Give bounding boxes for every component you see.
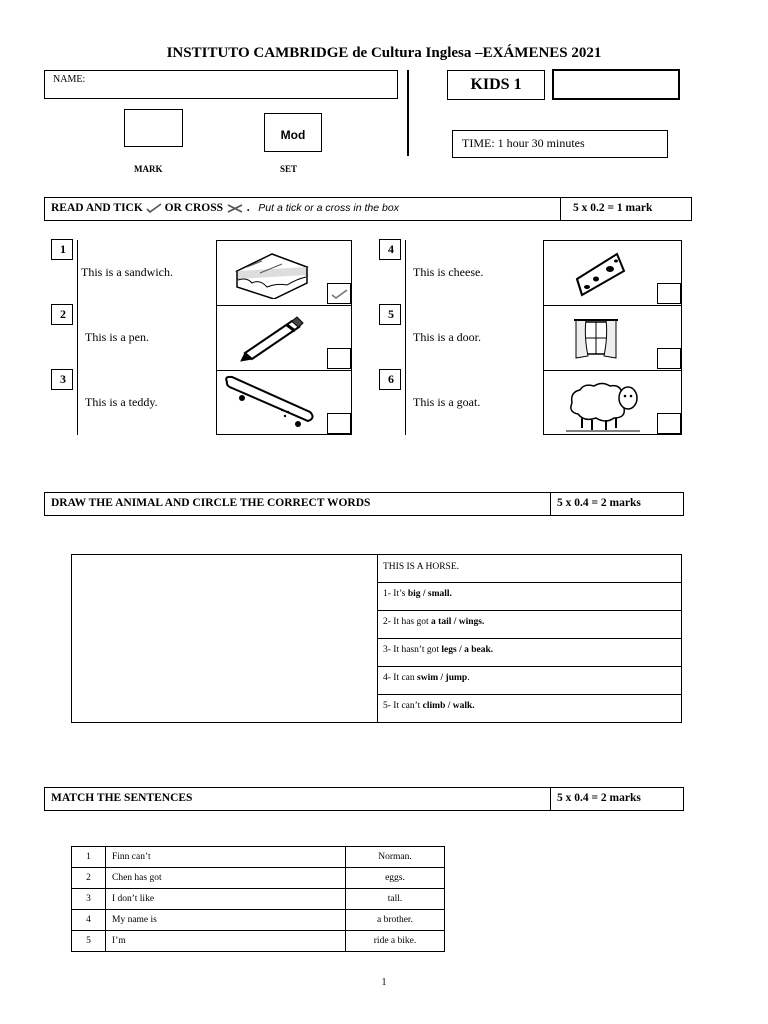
item-sentence: This is cheese. <box>413 265 484 279</box>
mark-box[interactable] <box>124 109 183 147</box>
cheese-picture <box>572 249 627 299</box>
row-text: 2- It has got <box>383 617 432 627</box>
draw-animal-table <box>71 554 682 723</box>
section1-title <box>51 202 399 214</box>
picture-divider <box>217 370 351 371</box>
section2-score: 5 x 0.4 = 2 marks <box>557 497 641 509</box>
sheep-picture <box>562 378 642 433</box>
drawing-area[interactable] <box>72 555 377 722</box>
row-number: 1 <box>72 847 106 868</box>
table-row <box>72 889 445 910</box>
left-column-rule <box>77 240 78 435</box>
circle-words-row[interactable] <box>377 582 681 610</box>
sentence-end[interactable]: ride a bike. <box>346 931 445 952</box>
right-column-rule <box>405 240 406 435</box>
row-end: . <box>467 673 470 683</box>
right-picture-column <box>543 240 682 435</box>
answer-box[interactable] <box>327 348 351 369</box>
row-number: 2 <box>72 868 106 889</box>
sentence-start[interactable]: Finn can’t <box>106 847 346 868</box>
section1-title-part-a: READ AND TICK <box>51 202 143 214</box>
item-sentence: This is a pen. <box>85 330 149 344</box>
answer-box[interactable] <box>327 283 351 304</box>
word-choices[interactable]: swim / jump <box>417 673 468 683</box>
tick-icon <box>146 203 162 213</box>
answer-box[interactable] <box>657 413 681 434</box>
table-row <box>72 868 445 889</box>
skateboard-picture <box>222 374 317 429</box>
sentence-end[interactable]: eggs. <box>346 868 445 889</box>
left-picture-column <box>216 240 352 435</box>
item-number: 4 <box>379 239 401 260</box>
cross-icon <box>226 203 244 213</box>
item-sentence: This is a teddy. <box>85 395 158 409</box>
item-sentence: This is a sandwich. <box>81 265 173 279</box>
table-row <box>72 847 445 868</box>
word-choices[interactable]: a tail / wings. <box>431 617 485 627</box>
answer-box[interactable] <box>327 413 351 434</box>
circle-words-row[interactable] <box>377 666 681 694</box>
draw-table-heading: THIS IS A HORSE. <box>383 562 460 572</box>
sentence-start[interactable]: My name is <box>106 910 346 931</box>
item-number: 1 <box>51 239 73 260</box>
sentence-start[interactable]: I don’t like <box>106 889 346 910</box>
set-text: Mod <box>280 128 306 142</box>
page-number: 1 <box>381 977 387 988</box>
section1-title-part-c: . <box>246 202 250 214</box>
name-field[interactable] <box>44 70 398 99</box>
section3-header-divider <box>550 788 551 810</box>
sentence-end[interactable]: a brother. <box>346 910 445 931</box>
section1-header-divider <box>560 198 561 220</box>
header-divider <box>407 70 409 156</box>
word-choices[interactable]: legs / a beak. <box>441 645 494 655</box>
item-number: 3 <box>51 369 73 390</box>
item-number: 2 <box>51 304 73 325</box>
picture-divider <box>544 305 681 306</box>
tick-icon <box>328 284 350 302</box>
name-label: NAME: <box>53 74 86 85</box>
item-sentence: This is a door. <box>413 330 481 344</box>
item-number: 5 <box>379 304 401 325</box>
sentence-end[interactable]: tall. <box>346 889 445 910</box>
exam-title: INSTITUTO CAMBRIDGE de Cultura Inglesa –EXÁMENES 2021 <box>166 45 602 61</box>
sentence-end[interactable]: Norman. <box>346 847 445 868</box>
row-text: 4- It can <box>383 673 418 683</box>
row-number: 3 <box>72 889 106 910</box>
word-choices[interactable]: climb / walk. <box>422 701 475 711</box>
row-text: 1- It’s <box>383 589 408 599</box>
picture-divider <box>544 370 681 371</box>
match-table <box>71 846 445 952</box>
set-label: SET <box>280 164 298 174</box>
circle-words-row[interactable] <box>377 638 681 666</box>
item-sentence: This is a goat. <box>413 395 481 409</box>
answer-box[interactable] <box>657 283 681 304</box>
section3-header <box>44 787 684 811</box>
row-number: 4 <box>72 910 106 931</box>
row-text: 3- It hasn’t got <box>383 645 442 655</box>
section3-title: MATCH THE SENTENCES <box>51 792 193 804</box>
answer-box[interactable] <box>657 348 681 369</box>
picture-divider <box>217 305 351 306</box>
row-number: 5 <box>72 931 106 952</box>
section2-header <box>44 492 684 516</box>
set-box <box>264 113 322 152</box>
word-choices[interactable]: big / small. <box>407 589 452 599</box>
sandwich-picture <box>232 249 312 299</box>
level-badge: KIDS 1 <box>447 70 545 100</box>
mark-label: MARK <box>134 164 163 174</box>
sentence-start[interactable]: Chen has got <box>106 868 346 889</box>
section1-header <box>44 197 692 221</box>
row-text: 5- It can’t <box>383 701 423 711</box>
time-box: TIME: 1 hour 30 minutes <box>452 130 668 158</box>
section2-header-divider <box>550 493 551 515</box>
section1-score: 5 x 0.2 = 1 mark <box>573 202 653 214</box>
blank-score-box[interactable] <box>552 69 680 100</box>
sentence-start[interactable]: I’m <box>106 931 346 952</box>
pen-picture <box>237 313 307 363</box>
circle-words-row[interactable] <box>377 694 681 722</box>
section1-hint: Put a tick or a cross in the box <box>258 202 399 214</box>
item-number: 6 <box>379 369 401 390</box>
window-picture <box>572 316 620 364</box>
section2-title: DRAW THE ANIMAL AND CIRCLE THE CORRECT WORDS <box>51 497 371 509</box>
section3-score: 5 x 0.4 = 2 marks <box>557 792 641 804</box>
section1-title-part-b: OR CROSS <box>164 202 224 214</box>
table-row <box>72 931 445 952</box>
circle-words-row[interactable] <box>377 610 681 638</box>
table-row <box>72 910 445 931</box>
